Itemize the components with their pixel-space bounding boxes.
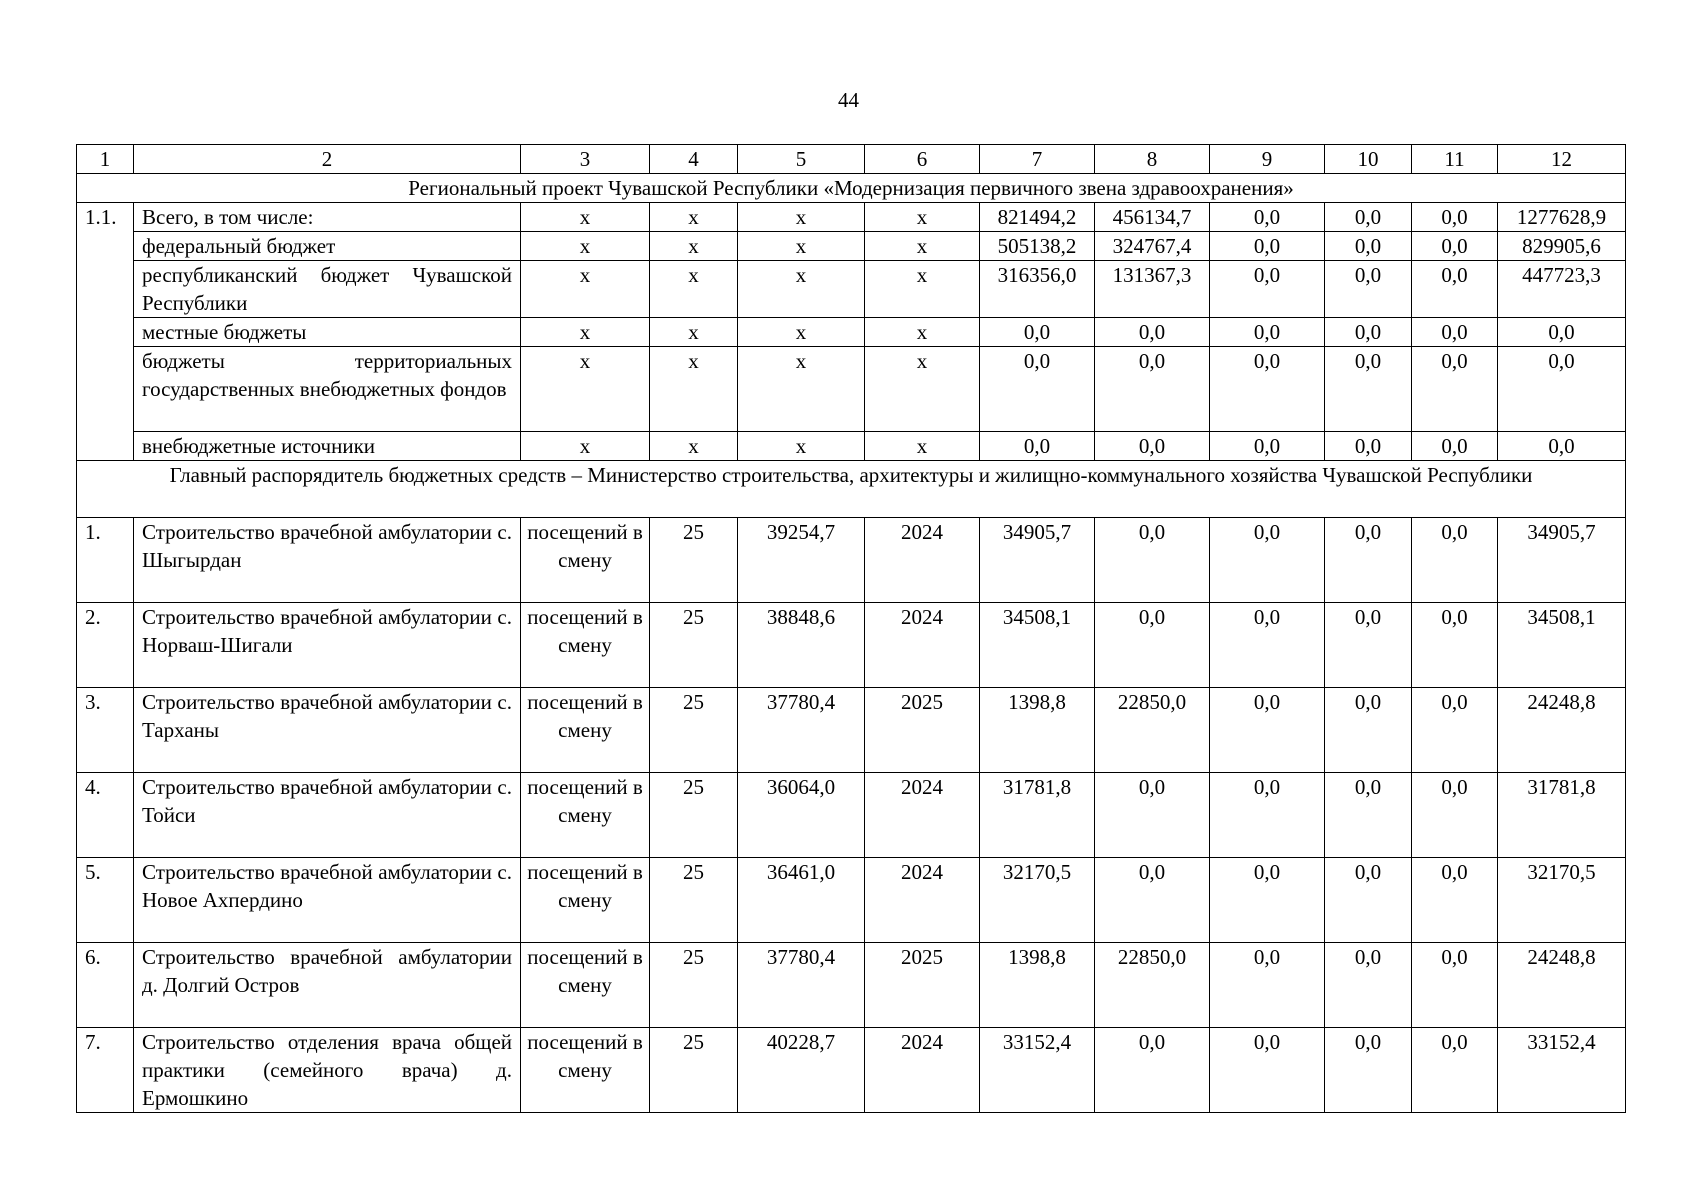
cell-c6: х [865,232,980,261]
row-name: республиканский бюджет Чувашской Республики [134,261,521,318]
cell-c12: 34905,7 [1498,518,1626,603]
cell-c9: 0,0 [1210,518,1325,603]
column-header: 5 [738,145,865,174]
cell-c3: х [521,432,650,461]
cell-c9: 0,0 [1210,603,1325,688]
cell-c7: 34508,1 [980,603,1095,688]
cell-c7: 34905,7 [980,518,1095,603]
cell-c8: 22850,0 [1095,943,1210,1028]
estimated-cost: 39254,7 [738,518,865,603]
summary-row [77,347,1626,432]
cell-c5: х [738,232,865,261]
object-row [77,1028,1626,1113]
cell-c7: 0,0 [980,318,1095,347]
column-number-row [77,145,1626,174]
cell-c9: 0,0 [1210,688,1325,773]
capacity: 25 [650,518,738,603]
column-header: 7 [980,145,1095,174]
cell-c8: 0,0 [1095,318,1210,347]
row-name: внебюджетные источники [134,432,521,461]
row-number: 1. [77,518,134,603]
cell-c11: 0,0 [1412,688,1498,773]
estimated-cost: 37780,4 [738,688,865,773]
cell-c5: х [738,318,865,347]
cell-c10: 0,0 [1325,1028,1412,1113]
cell-c10: 0,0 [1325,261,1412,318]
cell-c10: 0,0 [1325,318,1412,347]
summary-row [77,203,1626,232]
cell-c7: 505138,2 [980,232,1095,261]
budget-table [76,144,1626,1113]
completion-year: 2024 [865,518,980,603]
cell-c6: х [865,318,980,347]
cell-c7: 33152,4 [980,1028,1095,1113]
unit-of-measure: посещений в смену [521,518,650,603]
cell-c3: х [521,232,650,261]
cell-c12: 0,0 [1498,432,1626,461]
cell-c4: х [650,318,738,347]
row-number: 3. [77,688,134,773]
cell-c8: 0,0 [1095,518,1210,603]
completion-year: 2024 [865,1028,980,1113]
object-row [77,603,1626,688]
unit-of-measure: посещений в смену [521,858,650,943]
column-header: 3 [521,145,650,174]
capacity: 25 [650,773,738,858]
cell-c12: 32170,5 [1498,858,1626,943]
cell-c9: 0,0 [1210,858,1325,943]
capacity: 25 [650,858,738,943]
cell-c12: 31781,8 [1498,773,1626,858]
cell-c4: х [650,347,738,432]
cell-c3: х [521,261,650,318]
cell-c9: 0,0 [1210,261,1325,318]
cell-c7: 31781,8 [980,773,1095,858]
cell-c5: х [738,347,865,432]
capacity: 25 [650,943,738,1028]
cell-c8: 0,0 [1095,432,1210,461]
cell-c7: 32170,5 [980,858,1095,943]
cell-c8: 324767,4 [1095,232,1210,261]
column-header: 4 [650,145,738,174]
row-name: Строительство врачебной амбулатории с. Тарханы [134,688,521,773]
completion-year: 2024 [865,773,980,858]
cell-c4: х [650,203,738,232]
cell-c11: 0,0 [1412,943,1498,1028]
summary-row [77,432,1626,461]
row-name: Строительство врачебной амбулатории с. Норваш-Шигали [134,603,521,688]
cell-c12: 33152,4 [1498,1028,1626,1113]
object-row [77,943,1626,1028]
object-row [77,773,1626,858]
cell-c11: 0,0 [1412,603,1498,688]
capacity: 25 [650,688,738,773]
cell-c9: 0,0 [1210,232,1325,261]
cell-c12: 0,0 [1498,318,1626,347]
cell-c9: 0,0 [1210,943,1325,1028]
capacity: 25 [650,1028,738,1113]
cell-c11: 0,0 [1412,318,1498,347]
cell-c5: х [738,261,865,318]
cell-c12: 34508,1 [1498,603,1626,688]
row-number: 5. [77,858,134,943]
row-name: Строительство врачебной амбулатории с. Тойси [134,773,521,858]
cell-c6: х [865,261,980,318]
cell-c10: 0,0 [1325,943,1412,1028]
cell-c7: 1398,8 [980,943,1095,1028]
object-row [77,858,1626,943]
cell-c8: 0,0 [1095,347,1210,432]
cell-c3: х [521,347,650,432]
unit-of-measure: посещений в смену [521,1028,650,1113]
cell-c11: 0,0 [1412,858,1498,943]
cell-c10: 0,0 [1325,688,1412,773]
cell-c9: 0,0 [1210,318,1325,347]
column-header: 10 [1325,145,1412,174]
object-row [77,688,1626,773]
regional-project-row [77,174,1626,203]
cell-c8: 131367,3 [1095,261,1210,318]
cell-c8: 0,0 [1095,773,1210,858]
completion-year: 2024 [865,858,980,943]
object-row [77,518,1626,603]
cell-c9: 0,0 [1210,773,1325,858]
cell-c10: 0,0 [1325,432,1412,461]
row-name: Строительство врачебной амбулатории с. Шыгырдан [134,518,521,603]
cell-c11: 0,0 [1412,232,1498,261]
cell-c10: 0,0 [1325,773,1412,858]
capacity: 25 [650,603,738,688]
row-name: Всего, в том числе: [134,203,521,232]
summary-row [77,261,1626,318]
cell-c10: 0,0 [1325,347,1412,432]
cell-c11: 0,0 [1412,518,1498,603]
cell-c10: 0,0 [1325,858,1412,943]
column-header: 8 [1095,145,1210,174]
column-header: 12 [1498,145,1626,174]
cell-c6: х [865,432,980,461]
cell-c11: 0,0 [1412,261,1498,318]
cell-c11: 0,0 [1412,347,1498,432]
estimated-cost: 36064,0 [738,773,865,858]
row-number: 6. [77,943,134,1028]
cell-c8: 22850,0 [1095,688,1210,773]
cell-c10: 0,0 [1325,232,1412,261]
cell-c12: 447723,3 [1498,261,1626,318]
cell-c10: 0,0 [1325,603,1412,688]
column-header: 6 [865,145,980,174]
ministry-row [77,461,1626,518]
row-name: местные бюджеты [134,318,521,347]
row-number: 2. [77,603,134,688]
cell-c12: 24248,8 [1498,943,1626,1028]
cell-c7: 0,0 [980,432,1095,461]
unit-of-measure: посещений в смену [521,773,650,858]
cell-c11: 0,0 [1412,203,1498,232]
estimated-cost: 37780,4 [738,943,865,1028]
cell-c9: 0,0 [1210,432,1325,461]
ministry-title: Главный распорядитель бюджетных средств – Министерство строительства, архитектуры и жилищно-коммунального хозяйства Чувашской Республики [77,461,1626,518]
estimated-cost: 38848,6 [738,603,865,688]
cell-c5: х [738,203,865,232]
row-name: федеральный бюджет [134,232,521,261]
estimated-cost: 36461,0 [738,858,865,943]
cell-c4: х [650,232,738,261]
row-number: 4. [77,773,134,858]
row-number: 7. [77,1028,134,1113]
unit-of-measure: посещений в смену [521,603,650,688]
cell-c12: 829905,6 [1498,232,1626,261]
cell-c6: х [865,203,980,232]
column-header: 11 [1412,145,1498,174]
cell-c12: 0,0 [1498,347,1626,432]
cell-c4: х [650,432,738,461]
row-name: бюджеты территориальных государственных внебюджетных фондов [134,347,521,432]
unit-of-measure: посещений в смену [521,943,650,1028]
cell-c8: 0,0 [1095,858,1210,943]
cell-c8: 456134,7 [1095,203,1210,232]
cell-c6: х [865,347,980,432]
column-header: 9 [1210,145,1325,174]
row-name: Строительство врачебной амбулатории с. Новое Ахпердино [134,858,521,943]
summary-row [77,318,1626,347]
column-header: 2 [134,145,521,174]
cell-c12: 24248,8 [1498,688,1626,773]
column-header: 1 [77,145,134,174]
page-number: 44 [838,88,859,112]
cell-c9: 0,0 [1210,1028,1325,1113]
cell-c12: 1277628,9 [1498,203,1626,232]
cell-c11: 0,0 [1412,432,1498,461]
row-number: 1.1. [77,203,134,461]
cell-c9: 0,0 [1210,203,1325,232]
cell-c5: х [738,432,865,461]
row-name: Строительство врачебной амбулатории д. Долгий Остров [134,943,521,1028]
unit-of-measure: посещений в смену [521,688,650,773]
cell-c3: х [521,318,650,347]
cell-c11: 0,0 [1412,773,1498,858]
completion-year: 2024 [865,603,980,688]
completion-year: 2025 [865,688,980,773]
cell-c3: х [521,203,650,232]
cell-c10: 0,0 [1325,518,1412,603]
cell-c11: 0,0 [1412,1028,1498,1113]
cell-c10: 0,0 [1325,203,1412,232]
cell-c8: 0,0 [1095,603,1210,688]
cell-c7: 316356,0 [980,261,1095,318]
cell-c7: 821494,2 [980,203,1095,232]
cell-c9: 0,0 [1210,347,1325,432]
summary-row [77,232,1626,261]
regional-project-title: Региональный проект Чувашской Республики «Модернизация первичного звена здравоохранения» [77,174,1626,203]
estimated-cost: 40228,7 [738,1028,865,1113]
row-name: Строительство отделения врача общей практики (семейного врача) д. Ермошкино [134,1028,521,1113]
cell-c4: х [650,261,738,318]
completion-year: 2025 [865,943,980,1028]
cell-c8: 0,0 [1095,1028,1210,1113]
cell-c7: 0,0 [980,347,1095,432]
cell-c7: 1398,8 [980,688,1095,773]
